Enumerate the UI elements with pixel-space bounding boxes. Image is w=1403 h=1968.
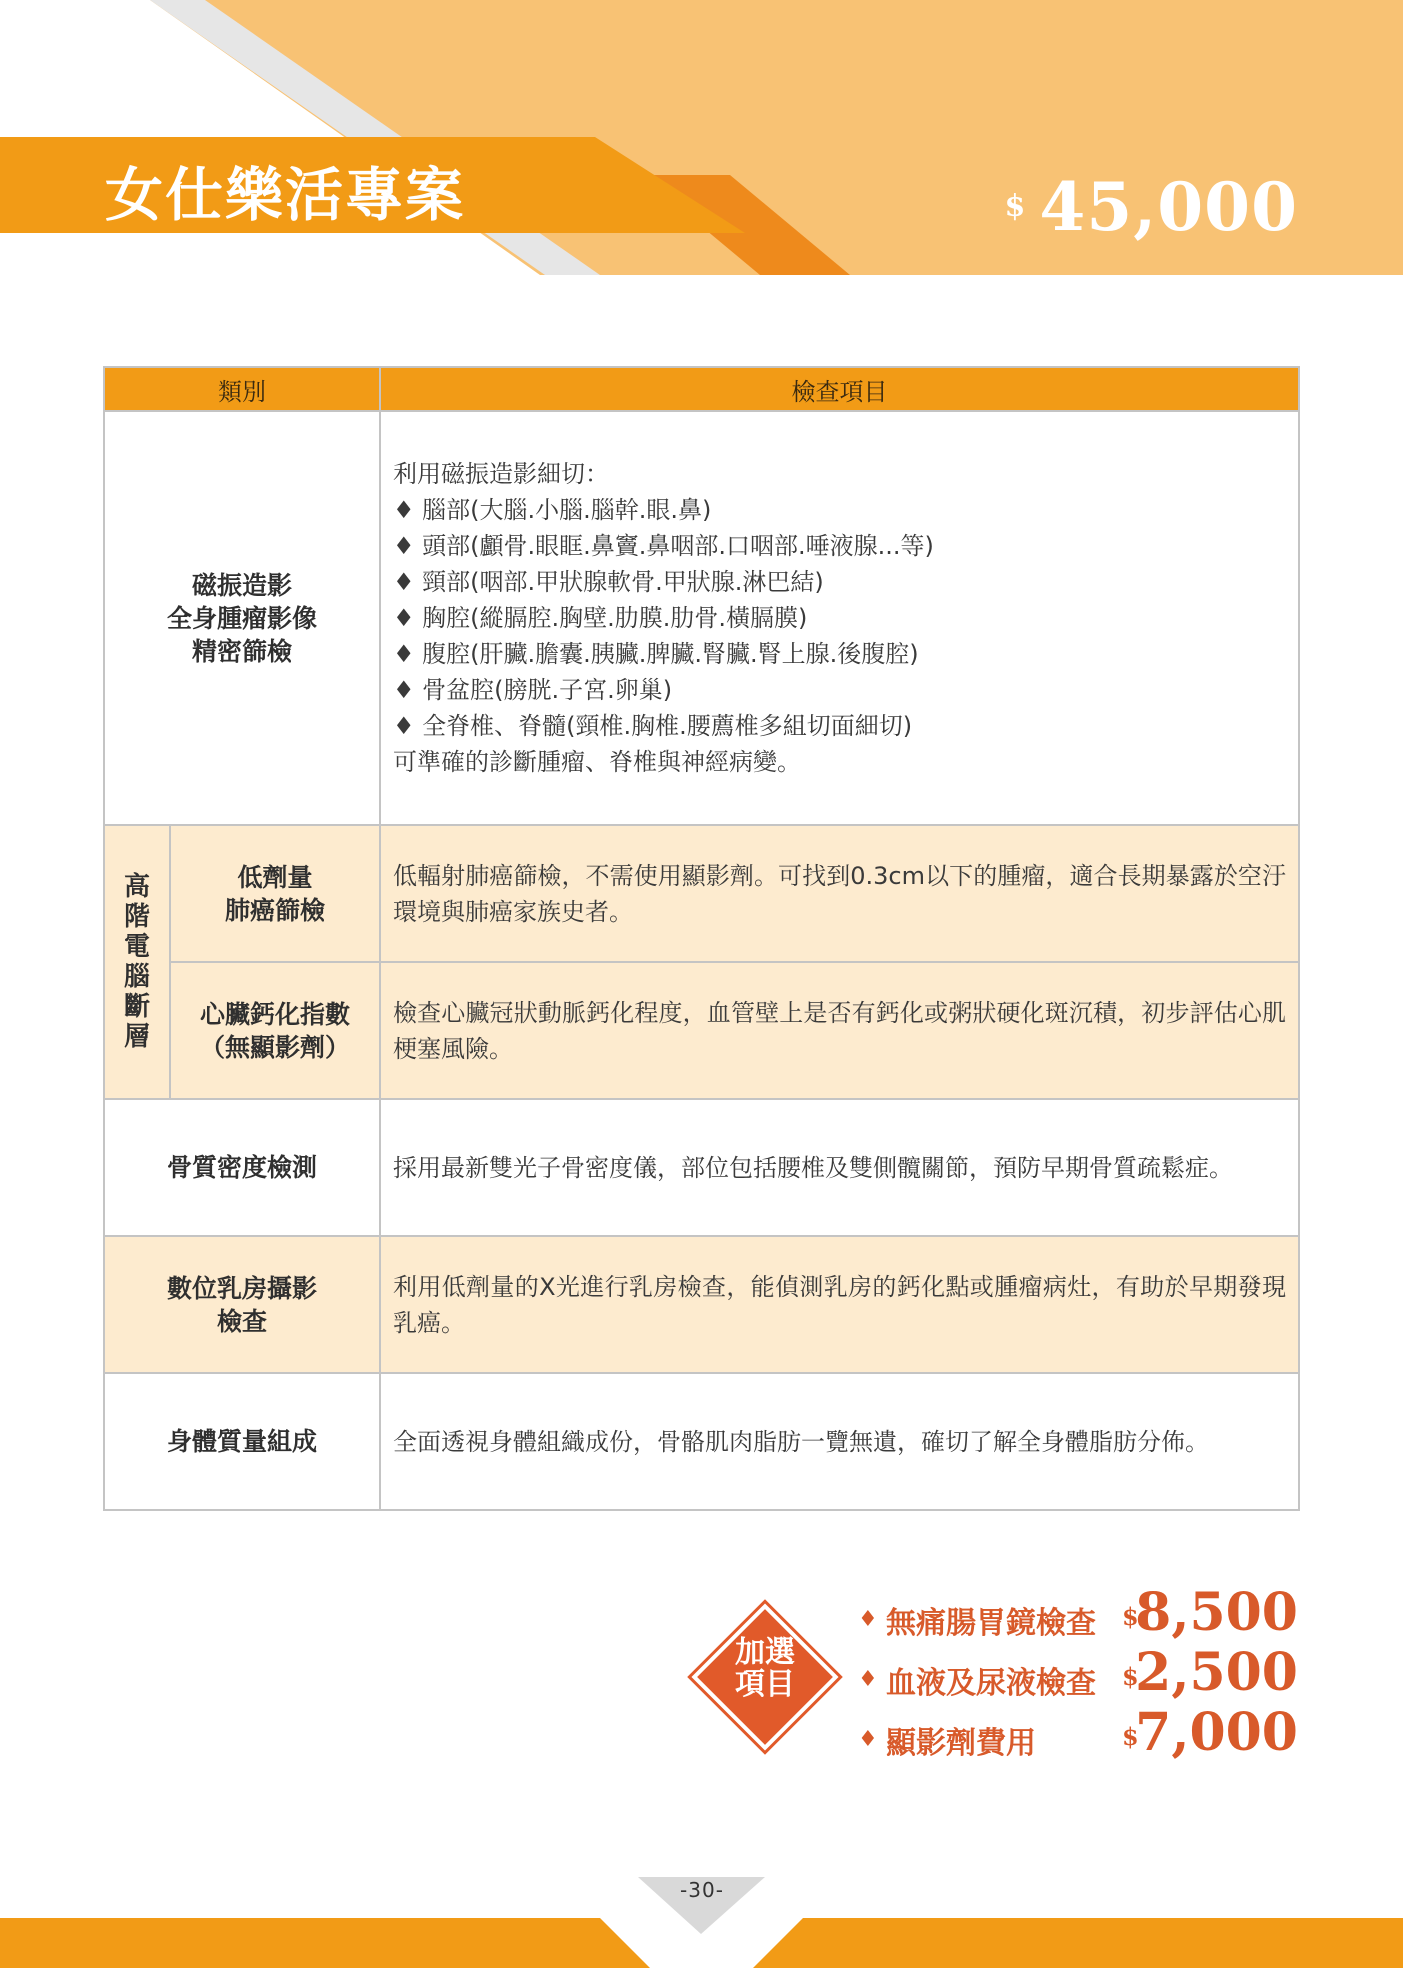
desc-heart: 檢查心臟冠狀動脈鈣化程度，血管壁上是否有鈣化或粥狀硬化斑沉積，初步評估心肌梗塞風險。 bbox=[380, 962, 1299, 1099]
package-price bbox=[1005, 168, 1298, 246]
desc-line: ♦ 骨盆腔(膀胱.子宮.卵巢) bbox=[393, 676, 673, 704]
addon-label: 無痛腸胃鏡檢查 bbox=[886, 1606, 1096, 1641]
table-header-row bbox=[104, 367, 1299, 411]
diamond-bullet-icon: ♦ bbox=[858, 1726, 878, 1752]
desc-bone: 採用最新雙光子骨密度儀，部位包括腰椎及雙側髖關節，預防早期骨質疏鬆症。 bbox=[380, 1099, 1299, 1236]
badge-line: 加選 bbox=[735, 1635, 795, 1670]
addon-item bbox=[858, 1702, 1298, 1766]
desc-line: 利用磁振造影細切： bbox=[393, 460, 609, 488]
addon-amount: 8,500 bbox=[1135, 1582, 1298, 1643]
category-line: 精密篩檢 bbox=[191, 636, 292, 666]
table-row-body bbox=[104, 1373, 1299, 1510]
ct-group-text: 高階電腦斷層 bbox=[123, 872, 150, 1052]
desc-lung: 低輻射肺癌篩檢，不需使用顯影劑。可找到0.3cm以下的腫瘤，適合長期暴露於空汙環境與肺癌家族史者。 bbox=[380, 825, 1299, 962]
category-mri bbox=[104, 411, 380, 825]
addon-currency: $ bbox=[1122, 1722, 1139, 1751]
category-line: （無顯影劑） bbox=[199, 1032, 350, 1062]
category-line: 檢查 bbox=[216, 1306, 267, 1336]
table-row-mammo bbox=[104, 1236, 1299, 1373]
addon-currency: $ bbox=[1122, 1662, 1139, 1691]
addon-item bbox=[858, 1582, 1298, 1646]
exam-table bbox=[103, 366, 1300, 1511]
addon-currency: $ bbox=[1122, 1602, 1139, 1631]
desc-line: ♦ 頭部(顱骨.眼眶.鼻竇.鼻咽部.口咽部.唾液腺...等) bbox=[393, 532, 934, 560]
addon-label: 血液及尿液檢查 bbox=[886, 1666, 1096, 1701]
addon-item bbox=[858, 1642, 1298, 1706]
ct-group-label bbox=[104, 825, 170, 1099]
desc-body: 全面透視身體組織成份，骨骼肌肉脂肪一覽無遺，確切了解全身體脂肪分佈。 bbox=[380, 1373, 1299, 1510]
header-items: 檢查項目 bbox=[380, 367, 1299, 411]
category-lung bbox=[170, 825, 380, 962]
category-bone: 骨質密度檢測 bbox=[104, 1099, 380, 1236]
category-line: 數位乳房攝影 bbox=[166, 1273, 317, 1303]
addon-badge-text bbox=[700, 1637, 830, 1701]
table-row-mri bbox=[104, 411, 1299, 825]
category-line: 心臟鈣化指數 bbox=[199, 999, 350, 1029]
footer-orange-right bbox=[753, 1918, 1403, 1968]
addon-amount: 7,000 bbox=[1135, 1702, 1298, 1763]
category-line: 低劑量 bbox=[237, 862, 313, 892]
desc-mammo: 利用低劑量的X光進行乳房檢查，能偵測乳房的鈣化點或腫瘤病灶，有助於早期發現乳癌。 bbox=[380, 1236, 1299, 1373]
footer-orange-left bbox=[0, 1918, 650, 1968]
price-currency: $ bbox=[1004, 189, 1026, 224]
desc-line: ♦ 胸腔(縱膈腔.胸壁.肋膜.肋骨.橫膈膜) bbox=[393, 604, 808, 632]
table-row-lung bbox=[104, 825, 1299, 962]
diamond-bullet-icon: ♦ bbox=[858, 1666, 878, 1692]
category-line: 磁振造影 bbox=[191, 570, 292, 600]
category-line: 全身腫瘤影像 bbox=[166, 603, 317, 633]
category-line: 肺癌篩檢 bbox=[224, 895, 325, 925]
desc-mri bbox=[380, 411, 1299, 825]
desc-line: ♦ 全脊椎、脊髓(頸椎.胸椎.腰薦椎多組切面細切) bbox=[393, 712, 913, 740]
header-category: 類別 bbox=[104, 367, 380, 411]
category-body: 身體質量組成 bbox=[104, 1373, 380, 1510]
table-row-bone bbox=[104, 1099, 1299, 1236]
page-number: -30- bbox=[680, 1878, 724, 1902]
category-mammo bbox=[104, 1236, 380, 1373]
desc-line: ♦ 腹腔(肝臟.膽囊.胰臟.脾臟.腎臟.腎上腺.後腹腔) bbox=[393, 640, 919, 668]
category-heart bbox=[170, 962, 380, 1099]
table-row-heart bbox=[104, 962, 1299, 1099]
page-title: 女仕樂活專案 bbox=[105, 161, 466, 229]
desc-line: ♦ 腦部(大腦.小腦.腦幹.眼.鼻) bbox=[393, 496, 712, 524]
price-amount: 45,000 bbox=[1039, 168, 1298, 246]
badge-line: 項目 bbox=[735, 1667, 795, 1702]
diamond-bullet-icon: ♦ bbox=[858, 1606, 878, 1632]
desc-line: 可準確的診斷腫瘤、脊椎與神經病變。 bbox=[393, 748, 801, 776]
addon-amount: 2,500 bbox=[1135, 1642, 1298, 1703]
addon-label: 顯影劑費用 bbox=[886, 1726, 1036, 1761]
desc-line: ♦ 頸部(咽部.甲狀腺軟骨.甲狀腺.淋巴結) bbox=[393, 568, 824, 596]
